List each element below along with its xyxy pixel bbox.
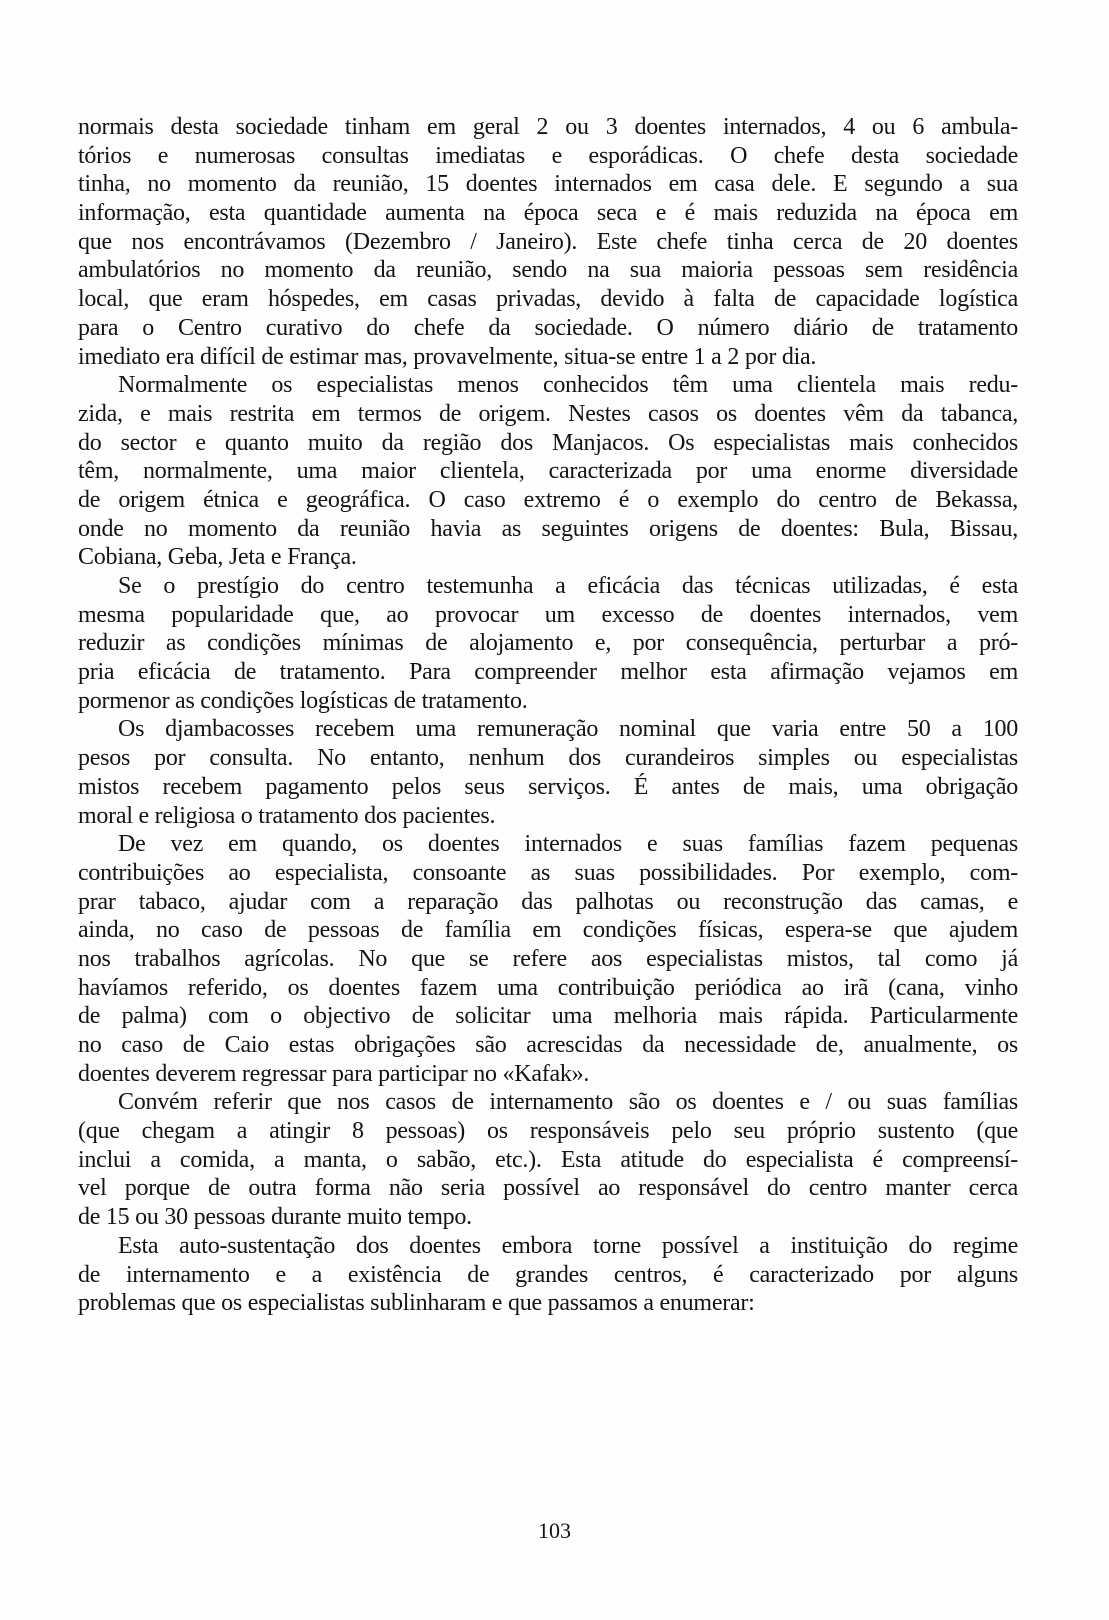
paragraph bbox=[78, 371, 1018, 572]
text-line: mistos recebem pagamento pelos seus serviços. É antes de mais, uma obrigação bbox=[78, 773, 1018, 800]
text-line: de palma) com o objectivo de solicitar uma melhoria mais rápida. Particularmente bbox=[78, 1003, 1018, 1030]
text-line: contribuições ao especialista, consoante as suas possibilidades. Por exemplo, com- bbox=[78, 859, 1018, 886]
page-number: 103 bbox=[538, 1518, 571, 1543]
text-line: havíamos referido, os doentes fazem uma contribuição periódica ao irã (cana, vinho bbox=[78, 974, 1018, 1001]
text-line: inclui a comida, a manta, o sabão, etc.). Esta atitude do especialista é compreensí- bbox=[78, 1146, 1018, 1173]
paragraph bbox=[78, 1088, 1018, 1231]
text-line: vel porque de outra forma não seria possível ao responsável do centro manter cerca bbox=[78, 1175, 1018, 1202]
text-line: pesos por consulta. No entanto, nenhum dos curandeiros simples ou especialistas bbox=[78, 745, 1018, 772]
paragraph bbox=[78, 113, 1018, 371]
text-line: de origem étnica e geográfica. O caso extremo é o exemplo do centro de Bekassa, bbox=[78, 486, 1018, 513]
text-line: Se o prestígio do centro testemunha a eficácia das técnicas utilizadas, é esta bbox=[118, 573, 1018, 599]
text-line: prar tabaco, ajudar com a reparação das palhotas ou reconstrução das camas, e bbox=[78, 888, 1018, 915]
text-line: pormenor as condições logísticas de tratamento. bbox=[78, 687, 528, 714]
text-line: imediato era difícil de estimar mas, provavelmente, situa-se entre 1 a 2 por dia. bbox=[78, 343, 817, 370]
paragraph bbox=[78, 830, 1018, 1088]
paragraph bbox=[78, 1232, 1018, 1318]
text-line: nos trabalhos agrícolas. No que se refere aos especialistas mistos, tal como já bbox=[78, 945, 1018, 972]
text-line: (que chegam a atingir 8 pessoas) os responsáveis pelo seu próprio sustento (que bbox=[78, 1118, 1018, 1145]
text-line: de 15 ou 30 pessoas durante muito tempo. bbox=[78, 1204, 472, 1231]
text-line: ambulatórios no momento da reunião, sendo na sua maioria pessoas sem residência bbox=[78, 257, 1018, 284]
text-line: reduzir as condições mínimas de alojamento e, por consequência, perturbar a pró- bbox=[78, 630, 1018, 657]
text-line: local, que eram hóspedes, em casas privadas, devido à falta de capacidade logística bbox=[78, 286, 1018, 313]
text-line: onde no momento da reunião havia as seguintes origens de doentes: Bula, Bissau, bbox=[78, 515, 1018, 542]
text-line: Convém referir que nos casos de internamento são os doentes e / ou suas famílias bbox=[118, 1089, 1018, 1116]
body-text bbox=[78, 113, 1018, 1318]
text-line: do sector e quanto muito da região dos Manjacos. Os especialistas mais conhecidos bbox=[78, 429, 1018, 456]
paragraph bbox=[78, 715, 1018, 830]
text-line: de internamento e a existência de grandes centros, é caracterizado por alguns bbox=[78, 1261, 1018, 1288]
text-line: Esta auto-sustentação dos doentes embora torne possível a instituição do regime bbox=[118, 1232, 1018, 1259]
text-line: Os djambacosses recebem uma remuneração nominal que varia entre 50 a 100 bbox=[118, 716, 1018, 743]
text-line: têm, normalmente, uma maior clientela, caracterizada por uma enorme diversidade bbox=[78, 458, 1018, 485]
text-line: problemas que os especialistas sublinharam e que passamos a enumerar: bbox=[78, 1290, 755, 1317]
text-line: Cobiana, Geba, Jeta e França. bbox=[78, 544, 357, 571]
text-line: que nos encontrávamos (Dezembro / Janeiro). Este chefe tinha cerca de 20 doentes bbox=[78, 228, 1018, 255]
text-line: Normalmente os especialistas menos conhecidos têm uma clientela mais redu- bbox=[118, 372, 1018, 399]
text-line: no caso de Caio estas obrigações são acrescidas da necessidade de, anualmente, os bbox=[78, 1032, 1018, 1058]
text-line: tórios e numerosas consultas imediatas e esporádicas. O chefe desta sociedade bbox=[78, 142, 1018, 169]
text-line: mesma popularidade que, ao provocar um excesso de doentes internados, vem bbox=[78, 601, 1018, 628]
text-line: para o Centro curativo do chefe da sociedade. O número diário de tratamento bbox=[78, 314, 1018, 341]
text-line: ainda, no caso de pessoas de família em condições físicas, espera-se que ajudem bbox=[78, 917, 1018, 944]
text-line: zida, e mais restrita em termos de origem. Nestes casos os doentes vêm da tabanca, bbox=[78, 400, 1018, 427]
text-line: informação, esta quantidade aumenta na época seca e é mais reduzida na época em bbox=[78, 200, 1018, 227]
text-line: tinha, no momento da reunião, 15 doentes internados em casa dele. E segundo a sua bbox=[78, 171, 1018, 198]
text-line: pria eficácia de tratamento. Para compreender melhor esta afirmação vejamos em bbox=[78, 659, 1018, 686]
text-line: normais desta sociedade tinham em geral 2 ou 3 doentes internados, 4 ou 6 ambula- bbox=[78, 114, 1018, 140]
text-line: moral e religiosa o tratamento dos pacientes. bbox=[78, 802, 496, 829]
text-line: De vez em quando, os doentes internados e suas famílias fazem pequenas bbox=[118, 831, 1018, 858]
paragraph bbox=[78, 572, 1018, 715]
text-line: doentes deverem regressar para participar no «Kafak». bbox=[78, 1060, 590, 1087]
